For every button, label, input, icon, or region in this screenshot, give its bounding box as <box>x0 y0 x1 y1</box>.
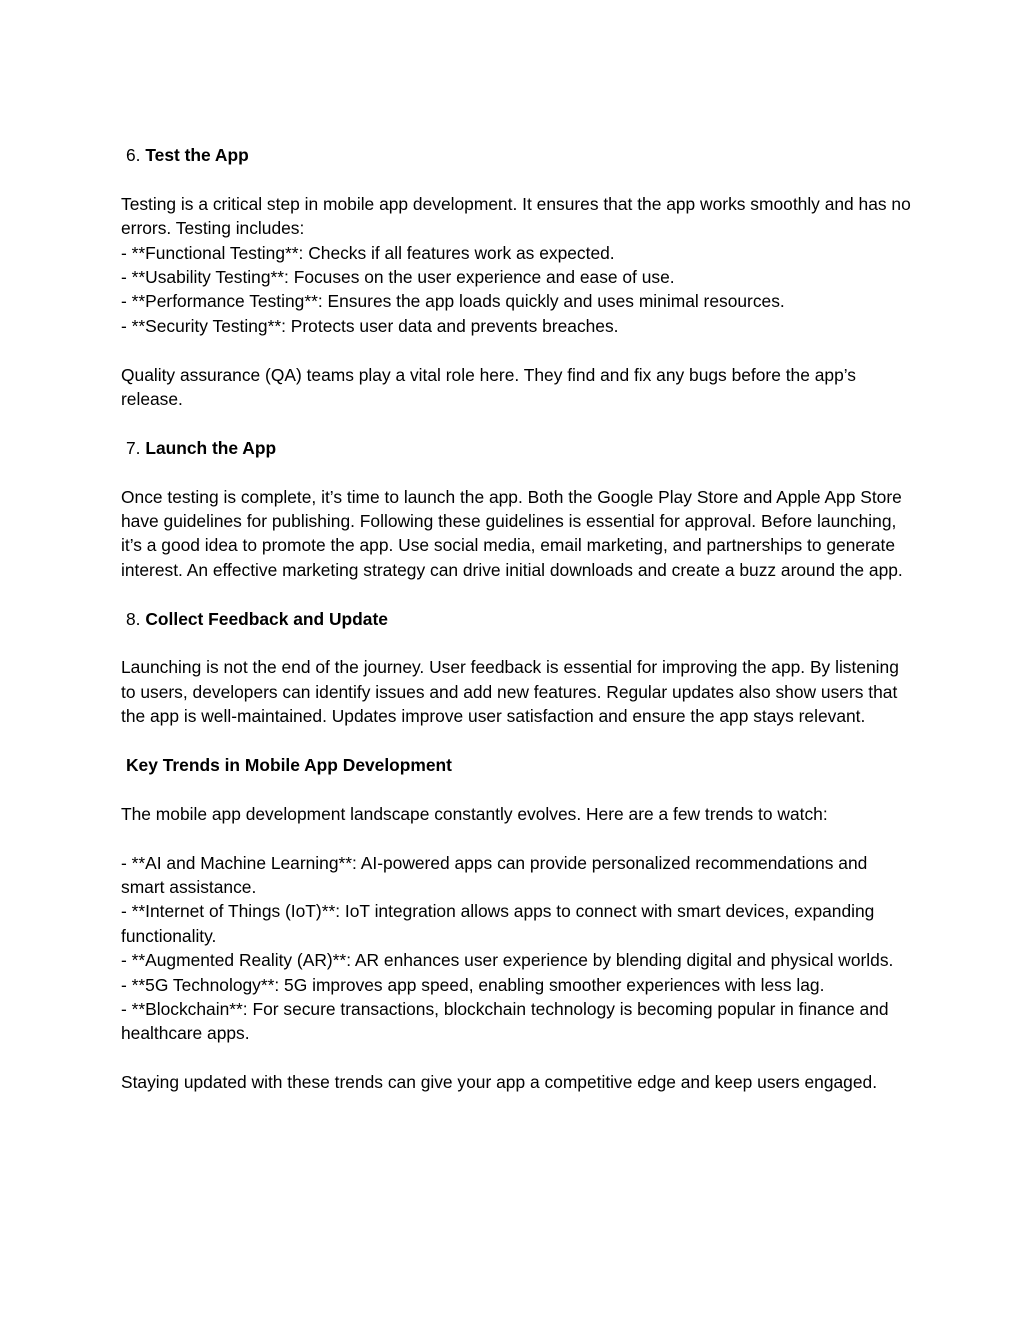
paragraph: Staying updated with these trends can give your app a competitive edge and keep users engaged. <box>121 1072 878 1093</box>
section-title: Key Trends in Mobile App Development <box>126 755 452 776</box>
section-number: 7. <box>126 437 146 458</box>
list-item: - **Usability Testing**: Focuses on the user experience and ease of use. <box>121 267 675 288</box>
section-heading-feedback <box>121 607 911 631</box>
section-heading-launch <box>121 436 911 460</box>
paragraph: Quality assurance (QA) teams play a vital role here. They find and fix any bugs before the app’s release. <box>121 364 856 410</box>
list-item: - **Functional Testing**: Checks if all features work as expected. <box>121 242 615 263</box>
paragraph: Testing is a critical step in mobile app development. It ensures that the app works smoothly and has no errors. Testing includes: <box>121 193 911 239</box>
section-heading-trends <box>121 753 911 777</box>
section-number: 8. <box>126 608 146 629</box>
section-heading-test <box>121 143 911 167</box>
section-title: Collect Feedback and Update <box>145 608 388 629</box>
section-title: Test the App <box>145 145 249 165</box>
list-item: - **AI and Machine Learning**: AI-powered apps can provide personalized recommendations and smart assistance. <box>121 852 868 898</box>
list-item: - **5G Technology**: 5G improves app speed, enabling smoother experiences with less lag. <box>121 974 825 995</box>
list-item: - **Security Testing**: Protects user data and prevents breaches. <box>121 315 619 336</box>
paragraph: The mobile app development landscape constantly evolves. Here are a few trends to watch: <box>121 803 828 824</box>
document-body <box>121 143 911 1095</box>
list-item: - **Augmented Reality (AR)**: AR enhances user experience by blending digital and physical worlds. <box>121 950 894 971</box>
list-item: - **Performance Testing**: Ensures the app loads quickly and uses minimal resources. <box>121 291 785 312</box>
section-number: 6. <box>126 145 146 165</box>
list-item: - **Internet of Things (IoT)**: IoT integration allows apps to connect with smart devices, expanding functionality. <box>121 901 875 946</box>
list-item: - **Blockchain**: For secure transactions, blockchain technology is becoming popular in finance and healthcare apps. <box>121 999 889 1044</box>
paragraph: Launching is not the end of the journey. User feedback is essential for improving the app. By listening to users, developers can identify issues and add new features. Regular updates also show users that the app is well-maintained. Updates improve user satisfaction and ensure the app stays relevant. <box>121 657 899 727</box>
section-title: Launch the App <box>145 437 277 458</box>
paragraph: Once testing is complete, it’s time to launch the app. Both the Google Play Store and Apple App Store have guidelines for publishing. Following these guidelines is essential for approval. Before launching, it’s a good idea to promote the app. Use social media, email marketing, and partnerships to generate interest. An effective marketing strategy can drive initial downloads and create a buzz around the app. <box>121 486 903 580</box>
